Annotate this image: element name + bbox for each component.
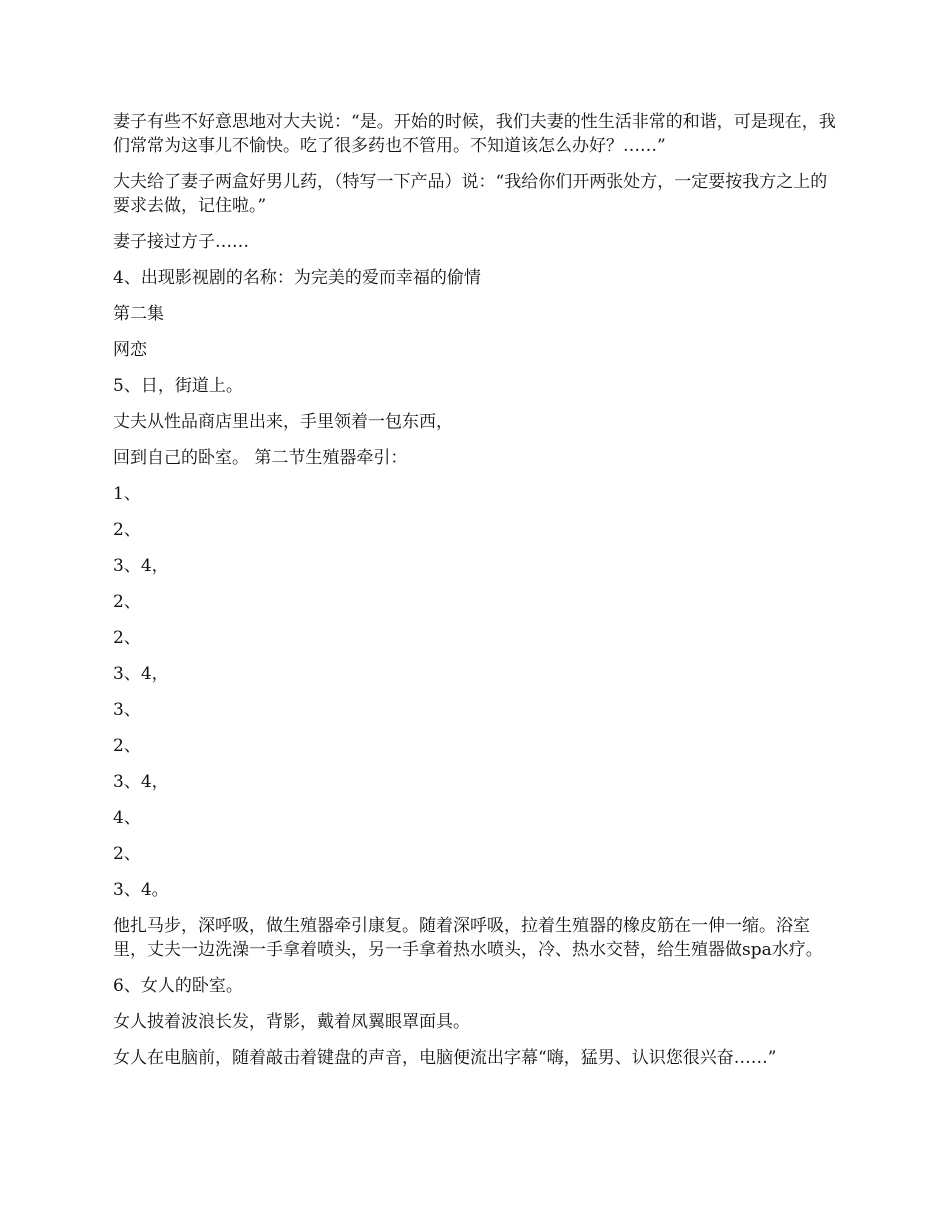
paragraph: 女人在电脑前，随着敲击着键盘的声音，电脑便流出字幕“嗨，猛男、认识您很兴奋……” — [113, 1048, 777, 1068]
episode-title: 第二集 — [113, 304, 164, 324]
scene-heading: 5、日，街道上。 — [113, 376, 243, 396]
list-item: 3、 — [113, 700, 141, 720]
list-item: 3、4。 — [113, 880, 169, 900]
list-item: 1、 — [113, 484, 141, 504]
list-item: 2、 — [113, 592, 141, 612]
list-item: 3、4， — [113, 664, 169, 684]
list-item: 2、 — [113, 736, 141, 756]
list-item: 4、 — [113, 808, 141, 828]
paragraph: 回到自己的卧室。 第二节生殖器牵引： — [113, 448, 408, 468]
scene-heading: 4、出现影视剧的名称：为完美的爱而幸福的偷情 — [113, 268, 481, 288]
document-body — [113, 110, 843, 1082]
list-item: 3、4， — [113, 772, 169, 792]
paragraph: 妻子接过方子…… — [113, 232, 249, 252]
paragraph: 他扎马步，深呼吸，做生殖器牵引康复。随着深呼吸，拉着生殖器的橡皮筋在一伸一缩。浴室里，丈夫一边洗澡一手拿着喷头，另一手拿着热水喷头，冷、热水交替，给生殖器做spa水疗。 — [113, 916, 823, 960]
list-item: 2、 — [113, 844, 141, 864]
list-item: 3、4， — [113, 556, 169, 576]
paragraph: 女人披着波浪长发，背影，戴着凤翼眼罩面具。 — [113, 1012, 470, 1032]
episode-subtitle: 网恋 — [113, 340, 147, 360]
list-item: 2、 — [113, 520, 141, 540]
list-item: 2、 — [113, 628, 141, 648]
scene-heading: 6、女人的卧室。 — [113, 976, 243, 996]
paragraph: 丈夫从性品商店里出来，手里领着一包东西， — [113, 412, 453, 432]
paragraph: 妻子有些不好意思地对大夫说：“是。开始的时候，我们夫妻的性生活非常的和谐，可是现在，我们常常为这事儿不愉快。吃了很多药也不管用。不知道该怎么办好？……” — [113, 112, 836, 156]
paragraph: 大夫给了妻子两盒好男儿药，（特写一下产品）说：“我给你们开两张处方，一定要按我方之上的要求去做，记住啦。” — [113, 172, 828, 216]
